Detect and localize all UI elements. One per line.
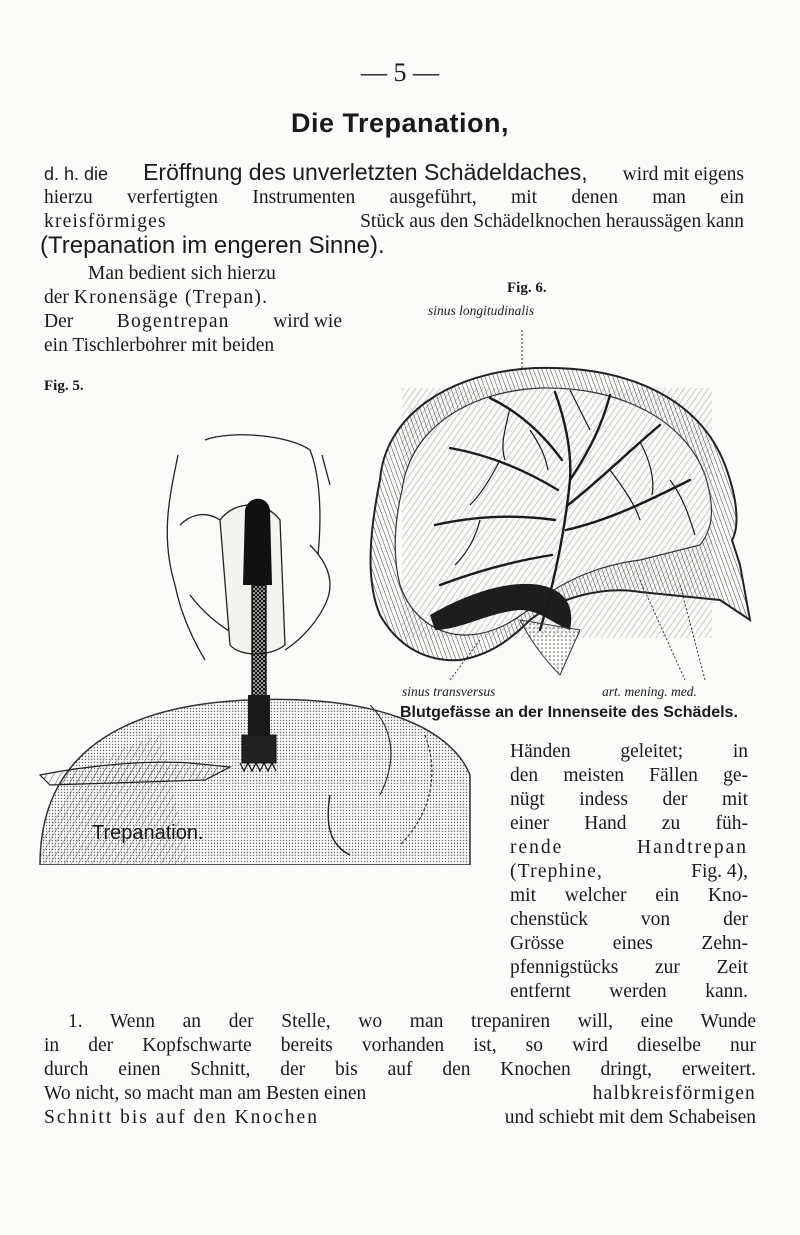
intro-line-3: [44, 210, 744, 234]
right-col-line-10: pfennigstücks zur Zeit: [510, 957, 748, 978]
fig6-label: Fig. 6.: [507, 280, 547, 296]
section1-rest-5: und schiebt mit dem Schabeisen: [504, 1107, 756, 1128]
section1-spaced-5: Schnitt bis auf den Knochen: [44, 1107, 319, 1128]
page-number: — 5 —: [361, 58, 439, 87]
fig6-annotation-top: sinus longitudinalis: [428, 303, 535, 318]
right-col-line-1: Händen geleitet; in: [510, 741, 748, 762]
right-col-line-7: mit welcher ein Kno-: [510, 885, 748, 906]
fig5-label: Fig. 5.: [44, 378, 84, 394]
left-col-line-3: [44, 310, 342, 334]
intro-suffix: wird mit eigens: [622, 164, 744, 185]
left-col-spaced-3: Bogentrepan: [116, 311, 230, 332]
right-col-line-6: [510, 860, 748, 884]
intro-line-2: hierzu verfertigten Instrumenten ausgeführt, mit denen man ein: [44, 187, 744, 208]
section1-line-2: in der Kopfschwarte bereits vorhanden ist, so wird dieselbe nur: [44, 1035, 756, 1056]
right-col-line-9: Grösse eines Zehn-: [510, 933, 748, 954]
section1-spaced-4: halbkreisförmigen: [592, 1083, 756, 1104]
right-col-rest-6: Fig. 4),: [691, 861, 748, 882]
fig5-caption: Trepanation.: [92, 822, 204, 844]
right-column: [510, 740, 748, 1004]
fig6-annotation-right: art. mening. med.: [602, 684, 697, 699]
section1-line-3: durch einen Schnitt, der bis auf den Knochen dringt, erweitert.: [44, 1059, 756, 1080]
intro-bold-phrase: Eröffnung des unverletzten Schädeldaches,: [143, 159, 588, 185]
right-col-line-3: nügt indess der mit: [510, 789, 748, 810]
right-col-spaced-6: (Trephine,: [510, 861, 604, 882]
fig6-caption: Blutgefässe an der Innenseite des Schädels.: [400, 704, 738, 721]
right-col-line-8: chenstück von der: [510, 909, 748, 930]
left-col-prefix-2: der: [44, 287, 69, 308]
right-col-line-4: einer Hand zu füh-: [510, 813, 748, 834]
intro-line-1: [44, 160, 744, 187]
left-col-spaced-2: Kronensäge (Trepan).: [73, 287, 269, 308]
intro-prefix: d. h. die: [44, 164, 109, 184]
fig5-trephine-illustration: [30, 395, 530, 865]
section1-line-1: 1. Wenn an der Stelle, wo man trepaniren will, eine Wunde: [68, 1011, 756, 1032]
section1-line-5: [44, 1106, 756, 1130]
intro-spaced-word: kreisförmiges: [44, 211, 167, 232]
left-col-prefix-3: Der: [44, 311, 74, 332]
page-title: Die Trepanation,: [290, 108, 510, 138]
right-col-line-5: rende Handtrepan: [510, 837, 748, 858]
section-1: [44, 1010, 756, 1130]
left-col-line-4: ein Tischlerbohrer mit beiden: [44, 335, 275, 356]
intro-line-3-rest: Stück aus den Schädelknochen heraussägen kann: [360, 211, 744, 232]
left-col-line-2: [44, 286, 268, 310]
section1-line-4: [44, 1082, 756, 1106]
fig6-annotation-left: sinus transversus: [402, 684, 496, 699]
section1-prefix-4: Wo nicht, so macht man am Besten einen: [44, 1083, 367, 1104]
intro-line-4: (Trepanation im engeren Sinne).: [40, 232, 385, 259]
right-col-line-11: entfernt werden kann.: [510, 981, 748, 1002]
left-col-line-1: Man bedient sich hierzu: [88, 263, 276, 284]
left-col-suffix-3: wird wie: [273, 311, 342, 332]
right-col-line-2: den meisten Fällen ge-: [510, 765, 748, 786]
